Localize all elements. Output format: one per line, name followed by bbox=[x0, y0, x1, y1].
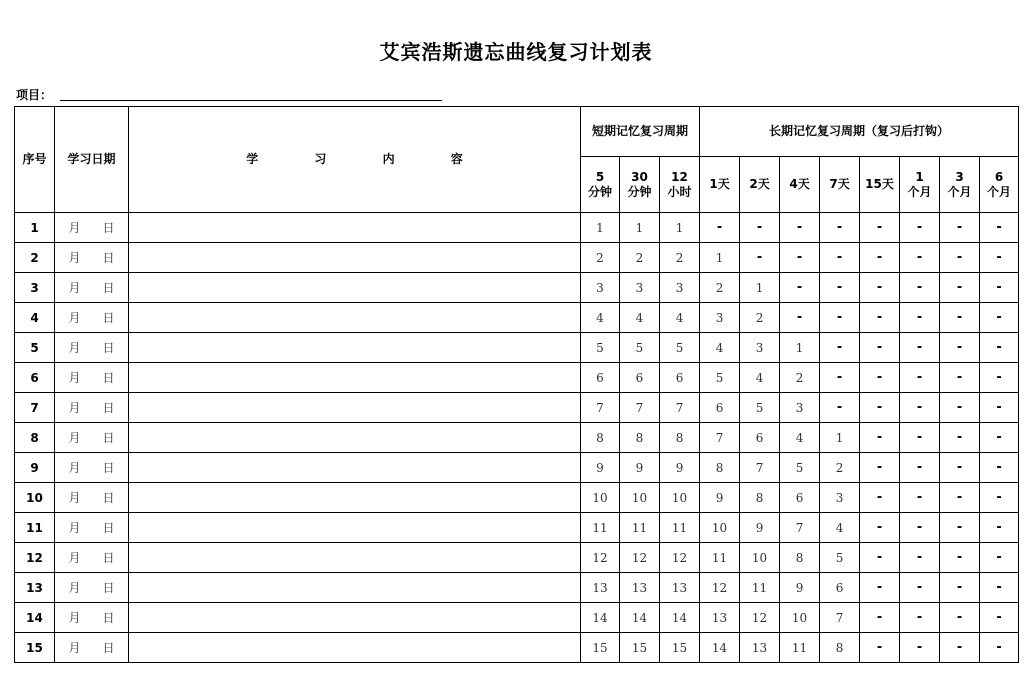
date-month-label: 月 bbox=[68, 521, 81, 535]
review-cell[interactable]: - bbox=[900, 453, 940, 483]
review-cell[interactable]: - bbox=[900, 243, 940, 273]
review-cell[interactable]: - bbox=[860, 363, 900, 393]
review-cell[interactable]: 5 bbox=[700, 363, 740, 393]
content-cell[interactable] bbox=[129, 423, 581, 453]
review-cell[interactable]: 6 bbox=[700, 393, 740, 423]
review-cell[interactable]: - bbox=[980, 213, 1019, 243]
date-day-label: 日 bbox=[102, 251, 115, 265]
review-cell[interactable]: 7 bbox=[620, 393, 660, 423]
review-cell[interactable]: 2 bbox=[620, 243, 660, 273]
content-cell[interactable] bbox=[129, 573, 581, 603]
review-cell[interactable]: 5 bbox=[780, 453, 820, 483]
header-long-interval: 3 个月 bbox=[940, 157, 980, 213]
review-cell[interactable]: - bbox=[900, 423, 940, 453]
date-month-label: 月 bbox=[68, 371, 81, 385]
review-cell[interactable]: 1 bbox=[581, 213, 620, 243]
content-cell[interactable] bbox=[129, 543, 581, 573]
review-cell[interactable]: - bbox=[940, 513, 980, 543]
review-cell[interactable]: 8 bbox=[660, 423, 700, 453]
study-date-cell[interactable] bbox=[55, 633, 129, 663]
review-cell[interactable]: - bbox=[900, 303, 940, 333]
review-cell[interactable]: 13 bbox=[740, 633, 780, 663]
header-long-interval: 2天 bbox=[740, 157, 780, 213]
review-cell[interactable]: - bbox=[780, 213, 820, 243]
table-row bbox=[15, 633, 1019, 663]
date-day-label: 日 bbox=[102, 401, 115, 415]
review-cell[interactable]: 1 bbox=[700, 243, 740, 273]
review-cell[interactable]: - bbox=[860, 513, 900, 543]
review-cell[interactable]: 2 bbox=[660, 243, 700, 273]
page-title: 艾宾浩斯遗忘曲线复习计划表 bbox=[379, 40, 653, 64]
date-month-label: 月 bbox=[68, 641, 81, 655]
review-cell[interactable]: - bbox=[940, 453, 980, 483]
date-day-label: 日 bbox=[102, 311, 115, 325]
table-row bbox=[15, 273, 1019, 303]
review-cell[interactable]: 11 bbox=[620, 513, 660, 543]
review-cell[interactable]: - bbox=[980, 303, 1019, 333]
content-cell[interactable] bbox=[129, 303, 581, 333]
review-cell[interactable]: 2 bbox=[740, 303, 780, 333]
review-cell[interactable]: - bbox=[820, 363, 860, 393]
review-cell[interactable]: 10 bbox=[660, 483, 700, 513]
date-day-label: 日 bbox=[102, 551, 115, 565]
review-cell[interactable]: - bbox=[980, 573, 1019, 603]
review-cell[interactable]: - bbox=[900, 543, 940, 573]
date-day-label: 日 bbox=[102, 341, 115, 355]
review-cell[interactable]: 9 bbox=[700, 483, 740, 513]
review-cell[interactable]: 10 bbox=[740, 543, 780, 573]
review-cell[interactable]: 3 bbox=[700, 303, 740, 333]
content-cell[interactable] bbox=[129, 483, 581, 513]
review-cell[interactable]: 9 bbox=[581, 453, 620, 483]
review-cell[interactable]: - bbox=[740, 213, 780, 243]
date-day-label: 日 bbox=[102, 281, 115, 295]
review-cell[interactable]: - bbox=[940, 273, 980, 303]
review-cell[interactable]: 4 bbox=[780, 423, 820, 453]
review-cell[interactable]: 8 bbox=[820, 633, 860, 663]
review-cell[interactable]: - bbox=[900, 483, 940, 513]
content-cell[interactable] bbox=[129, 213, 581, 243]
header-short-interval: 12 小时 bbox=[660, 157, 700, 213]
review-cell[interactable]: 5 bbox=[581, 333, 620, 363]
header-content: 学 习 内 容 bbox=[129, 107, 581, 213]
review-cell[interactable]: 3 bbox=[660, 273, 700, 303]
review-cell[interactable]: - bbox=[820, 303, 860, 333]
review-cell[interactable]: 8 bbox=[620, 423, 660, 453]
date-month-label: 月 bbox=[68, 251, 81, 265]
date-month-label: 月 bbox=[68, 461, 81, 475]
review-cell[interactable]: - bbox=[980, 633, 1019, 663]
row-index: 7 bbox=[15, 393, 55, 423]
table-row bbox=[15, 213, 1019, 243]
review-cell[interactable]: - bbox=[780, 243, 820, 273]
review-cell[interactable]: - bbox=[980, 513, 1019, 543]
review-cell[interactable]: 5 bbox=[620, 333, 660, 363]
review-cell[interactable]: 4 bbox=[740, 363, 780, 393]
review-cell[interactable]: 6 bbox=[581, 363, 620, 393]
date-day-label: 日 bbox=[102, 521, 115, 535]
row-index: 9 bbox=[15, 453, 55, 483]
review-cell[interactable]: 9 bbox=[620, 453, 660, 483]
review-cell[interactable]: - bbox=[860, 243, 900, 273]
review-cell[interactable]: - bbox=[940, 243, 980, 273]
date-month-label: 月 bbox=[68, 221, 81, 235]
review-cell[interactable]: - bbox=[940, 333, 980, 363]
date-month-label: 月 bbox=[68, 401, 81, 415]
table-row bbox=[15, 243, 1019, 273]
date-day-label: 日 bbox=[102, 221, 115, 235]
review-cell[interactable]: 2 bbox=[700, 273, 740, 303]
row-index: 8 bbox=[15, 423, 55, 453]
date-day-label: 日 bbox=[102, 641, 115, 655]
review-cell[interactable]: - bbox=[980, 483, 1019, 513]
study-date-cell[interactable] bbox=[55, 573, 129, 603]
review-cell[interactable]: - bbox=[820, 273, 860, 303]
table-row bbox=[15, 543, 1019, 573]
table-row bbox=[15, 393, 1019, 423]
review-cell[interactable]: 12 bbox=[581, 543, 620, 573]
study-date-cell[interactable] bbox=[55, 273, 129, 303]
header-short-term: 短期记忆复习周期 bbox=[581, 107, 700, 157]
date-day-label: 日 bbox=[102, 461, 115, 475]
review-cell[interactable]: - bbox=[940, 213, 980, 243]
review-cell[interactable]: - bbox=[900, 633, 940, 663]
review-cell[interactable]: 12 bbox=[660, 543, 700, 573]
review-cell[interactable]: - bbox=[820, 333, 860, 363]
review-cell[interactable]: 15 bbox=[660, 633, 700, 663]
review-cell[interactable]: - bbox=[980, 333, 1019, 363]
review-cell[interactable]: - bbox=[900, 213, 940, 243]
table-row bbox=[15, 453, 1019, 483]
review-cell[interactable]: 2 bbox=[780, 363, 820, 393]
review-cell[interactable]: 7 bbox=[660, 393, 700, 423]
review-cell[interactable]: 15 bbox=[620, 633, 660, 663]
review-cell[interactable]: 12 bbox=[700, 573, 740, 603]
review-cell[interactable]: - bbox=[860, 303, 900, 333]
review-cell[interactable]: 11 bbox=[700, 543, 740, 573]
review-cell[interactable]: 11 bbox=[660, 513, 700, 543]
date-month-label: 月 bbox=[68, 611, 81, 625]
study-date-cell[interactable] bbox=[55, 333, 129, 363]
review-cell[interactable]: 10 bbox=[780, 603, 820, 633]
review-cell[interactable]: - bbox=[780, 273, 820, 303]
study-date-cell[interactable] bbox=[55, 603, 129, 633]
review-cell[interactable]: 5 bbox=[820, 543, 860, 573]
review-cell[interactable]: 3 bbox=[581, 273, 620, 303]
study-date-cell[interactable] bbox=[55, 243, 129, 273]
study-date-cell[interactable] bbox=[55, 513, 129, 543]
review-schedule-table bbox=[14, 106, 1019, 663]
content-cell[interactable] bbox=[129, 513, 581, 543]
row-index: 6 bbox=[15, 363, 55, 393]
review-cell[interactable]: 15 bbox=[581, 633, 620, 663]
review-cell[interactable]: 7 bbox=[820, 603, 860, 633]
review-cell[interactable]: 6 bbox=[620, 363, 660, 393]
content-cell[interactable] bbox=[129, 633, 581, 663]
header-index: 序号 bbox=[15, 107, 55, 213]
project-input-line[interactable] bbox=[60, 100, 442, 101]
header-long-interval: 15天 bbox=[860, 157, 900, 213]
date-day-label: 日 bbox=[102, 581, 115, 595]
review-cell[interactable]: 11 bbox=[780, 633, 820, 663]
review-cell[interactable]: - bbox=[900, 393, 940, 423]
review-cell[interactable]: 11 bbox=[740, 573, 780, 603]
review-cell[interactable]: - bbox=[940, 303, 980, 333]
review-cell[interactable]: - bbox=[980, 603, 1019, 633]
content-cell[interactable] bbox=[129, 243, 581, 273]
row-index: 5 bbox=[15, 333, 55, 363]
header-long-term: 长期记忆复习周期（复习后打钩） bbox=[700, 107, 1019, 157]
table-row bbox=[15, 483, 1019, 513]
review-cell[interactable]: 4 bbox=[620, 303, 660, 333]
review-cell[interactable]: 7 bbox=[581, 393, 620, 423]
date-month-label: 月 bbox=[68, 491, 81, 505]
review-cell[interactable]: - bbox=[860, 603, 900, 633]
review-cell[interactable]: 14 bbox=[620, 603, 660, 633]
review-cell[interactable]: 10 bbox=[620, 483, 660, 513]
review-cell[interactable]: 1 bbox=[780, 333, 820, 363]
review-cell[interactable]: - bbox=[940, 483, 980, 513]
review-cell[interactable]: - bbox=[980, 363, 1019, 393]
review-cell[interactable]: 8 bbox=[740, 483, 780, 513]
header-long-interval: 1 个月 bbox=[900, 157, 940, 213]
content-cell[interactable] bbox=[129, 333, 581, 363]
row-index: 13 bbox=[15, 573, 55, 603]
row-index: 14 bbox=[15, 603, 55, 633]
review-cell[interactable]: - bbox=[860, 453, 900, 483]
review-cell[interactable]: - bbox=[980, 453, 1019, 483]
review-cell[interactable]: - bbox=[940, 363, 980, 393]
review-cell[interactable]: - bbox=[900, 273, 940, 303]
review-cell[interactable]: - bbox=[900, 603, 940, 633]
review-cell[interactable]: 6 bbox=[660, 363, 700, 393]
review-cell[interactable]: - bbox=[940, 603, 980, 633]
review-cell[interactable]: 14 bbox=[700, 633, 740, 663]
review-cell[interactable]: - bbox=[860, 213, 900, 243]
review-cell[interactable]: - bbox=[860, 273, 900, 303]
review-cell[interactable]: - bbox=[860, 543, 900, 573]
date-month-label: 月 bbox=[68, 551, 81, 565]
review-cell[interactable]: 3 bbox=[740, 333, 780, 363]
row-index: 1 bbox=[15, 213, 55, 243]
header-study-date: 学习日期 bbox=[55, 107, 129, 213]
review-cell[interactable]: 6 bbox=[820, 573, 860, 603]
review-cell[interactable]: - bbox=[940, 423, 980, 453]
study-date-cell[interactable] bbox=[55, 393, 129, 423]
date-day-label: 日 bbox=[102, 491, 115, 505]
row-index: 3 bbox=[15, 273, 55, 303]
header-long-interval: 7天 bbox=[820, 157, 860, 213]
review-cell[interactable]: - bbox=[860, 333, 900, 363]
review-cell[interactable]: - bbox=[820, 393, 860, 423]
review-cell[interactable]: 9 bbox=[660, 453, 700, 483]
date-month-label: 月 bbox=[68, 341, 81, 355]
review-cell[interactable]: - bbox=[940, 543, 980, 573]
review-cell[interactable]: 7 bbox=[780, 513, 820, 543]
review-cell[interactable]: 13 bbox=[700, 603, 740, 633]
date-day-label: 日 bbox=[102, 611, 115, 625]
header-long-interval: 4天 bbox=[780, 157, 820, 213]
review-cell[interactable]: - bbox=[860, 423, 900, 453]
review-cell[interactable]: - bbox=[860, 573, 900, 603]
review-cell[interactable]: - bbox=[900, 333, 940, 363]
date-day-label: 日 bbox=[102, 371, 115, 385]
table-row bbox=[15, 303, 1019, 333]
review-cell[interactable]: - bbox=[820, 213, 860, 243]
table-row bbox=[15, 363, 1019, 393]
review-cell[interactable]: 6 bbox=[780, 483, 820, 513]
row-index: 4 bbox=[15, 303, 55, 333]
review-cell[interactable]: 8 bbox=[700, 453, 740, 483]
review-cell[interactable]: - bbox=[980, 243, 1019, 273]
review-cell[interactable]: - bbox=[860, 483, 900, 513]
review-cell[interactable]: 14 bbox=[660, 603, 700, 633]
review-cell[interactable]: 3 bbox=[620, 273, 660, 303]
review-cell[interactable]: 10 bbox=[581, 483, 620, 513]
review-cell[interactable]: - bbox=[980, 393, 1019, 423]
table-row bbox=[15, 513, 1019, 543]
review-cell[interactable]: - bbox=[940, 573, 980, 603]
header-short-interval: 5 分钟 bbox=[581, 157, 620, 213]
review-cell[interactable]: 13 bbox=[620, 573, 660, 603]
content-cell[interactable] bbox=[129, 363, 581, 393]
review-cell[interactable]: 4 bbox=[581, 303, 620, 333]
date-day-label: 日 bbox=[102, 431, 115, 445]
review-cell[interactable]: 7 bbox=[740, 453, 780, 483]
row-index: 15 bbox=[15, 633, 55, 663]
review-cell[interactable]: 1 bbox=[620, 213, 660, 243]
date-month-label: 月 bbox=[68, 581, 81, 595]
table-row bbox=[15, 423, 1019, 453]
row-index: 12 bbox=[15, 543, 55, 573]
review-cell[interactable]: 12 bbox=[620, 543, 660, 573]
row-index: 11 bbox=[15, 513, 55, 543]
content-cell[interactable] bbox=[129, 393, 581, 423]
study-date-cell[interactable] bbox=[55, 303, 129, 333]
review-cell[interactable]: - bbox=[740, 243, 780, 273]
review-cell[interactable]: 2 bbox=[820, 453, 860, 483]
study-date-cell[interactable] bbox=[55, 213, 129, 243]
content-cell[interactable] bbox=[129, 603, 581, 633]
review-cell[interactable]: - bbox=[860, 393, 900, 423]
review-cell[interactable]: 3 bbox=[780, 393, 820, 423]
review-cell[interactable]: 14 bbox=[581, 603, 620, 633]
review-cell[interactable]: 11 bbox=[581, 513, 620, 543]
review-cell[interactable]: 8 bbox=[780, 543, 820, 573]
review-cell[interactable]: 6 bbox=[740, 423, 780, 453]
review-cell[interactable]: - bbox=[900, 513, 940, 543]
review-cell[interactable]: 3 bbox=[820, 483, 860, 513]
header-short-interval: 30 分钟 bbox=[620, 157, 660, 213]
review-cell[interactable]: 2 bbox=[581, 243, 620, 273]
review-cell[interactable]: 1 bbox=[740, 273, 780, 303]
review-cell[interactable]: - bbox=[980, 273, 1019, 303]
review-cell[interactable]: - bbox=[860, 633, 900, 663]
review-cell[interactable]: 10 bbox=[700, 513, 740, 543]
review-cell[interactable]: - bbox=[700, 213, 740, 243]
header-long-interval: 6 个月 bbox=[980, 157, 1019, 213]
review-cell[interactable]: - bbox=[900, 573, 940, 603]
review-cell[interactable]: - bbox=[900, 363, 940, 393]
study-date-cell[interactable] bbox=[55, 543, 129, 573]
row-index: 2 bbox=[15, 243, 55, 273]
review-cell[interactable]: 4 bbox=[700, 333, 740, 363]
review-cell[interactable]: 1 bbox=[820, 423, 860, 453]
table-row bbox=[15, 603, 1019, 633]
header-long-interval: 1天 bbox=[700, 157, 740, 213]
review-cell[interactable]: 13 bbox=[660, 573, 700, 603]
review-cell[interactable]: 12 bbox=[740, 603, 780, 633]
table-row bbox=[15, 573, 1019, 603]
row-index: 10 bbox=[15, 483, 55, 513]
study-date-cell[interactable] bbox=[55, 483, 129, 513]
project-label: 项目： bbox=[16, 88, 53, 102]
study-date-cell[interactable] bbox=[55, 453, 129, 483]
content-cell[interactable] bbox=[129, 453, 581, 483]
review-cell[interactable]: 5 bbox=[740, 393, 780, 423]
table-row bbox=[15, 333, 1019, 363]
review-cell[interactable]: - bbox=[980, 543, 1019, 573]
review-cell[interactable]: 13 bbox=[581, 573, 620, 603]
review-cell[interactable]: 8 bbox=[581, 423, 620, 453]
study-date-cell[interactable] bbox=[55, 363, 129, 393]
review-cell[interactable]: - bbox=[940, 633, 980, 663]
date-month-label: 月 bbox=[68, 431, 81, 445]
review-cell[interactable]: 9 bbox=[740, 513, 780, 543]
content-cell[interactable] bbox=[129, 273, 581, 303]
review-cell[interactable]: 4 bbox=[820, 513, 860, 543]
review-cell[interactable]: - bbox=[940, 393, 980, 423]
review-cell[interactable]: - bbox=[780, 303, 820, 333]
date-month-label: 月 bbox=[68, 311, 81, 325]
review-cell[interactable]: - bbox=[980, 423, 1019, 453]
review-cell[interactable]: 9 bbox=[780, 573, 820, 603]
review-cell[interactable]: 1 bbox=[660, 213, 700, 243]
date-month-label: 月 bbox=[68, 281, 81, 295]
review-cell[interactable]: 5 bbox=[660, 333, 700, 363]
study-date-cell[interactable] bbox=[55, 423, 129, 453]
review-cell[interactable]: 7 bbox=[700, 423, 740, 453]
review-cell[interactable]: - bbox=[820, 243, 860, 273]
review-cell[interactable]: 4 bbox=[660, 303, 700, 333]
